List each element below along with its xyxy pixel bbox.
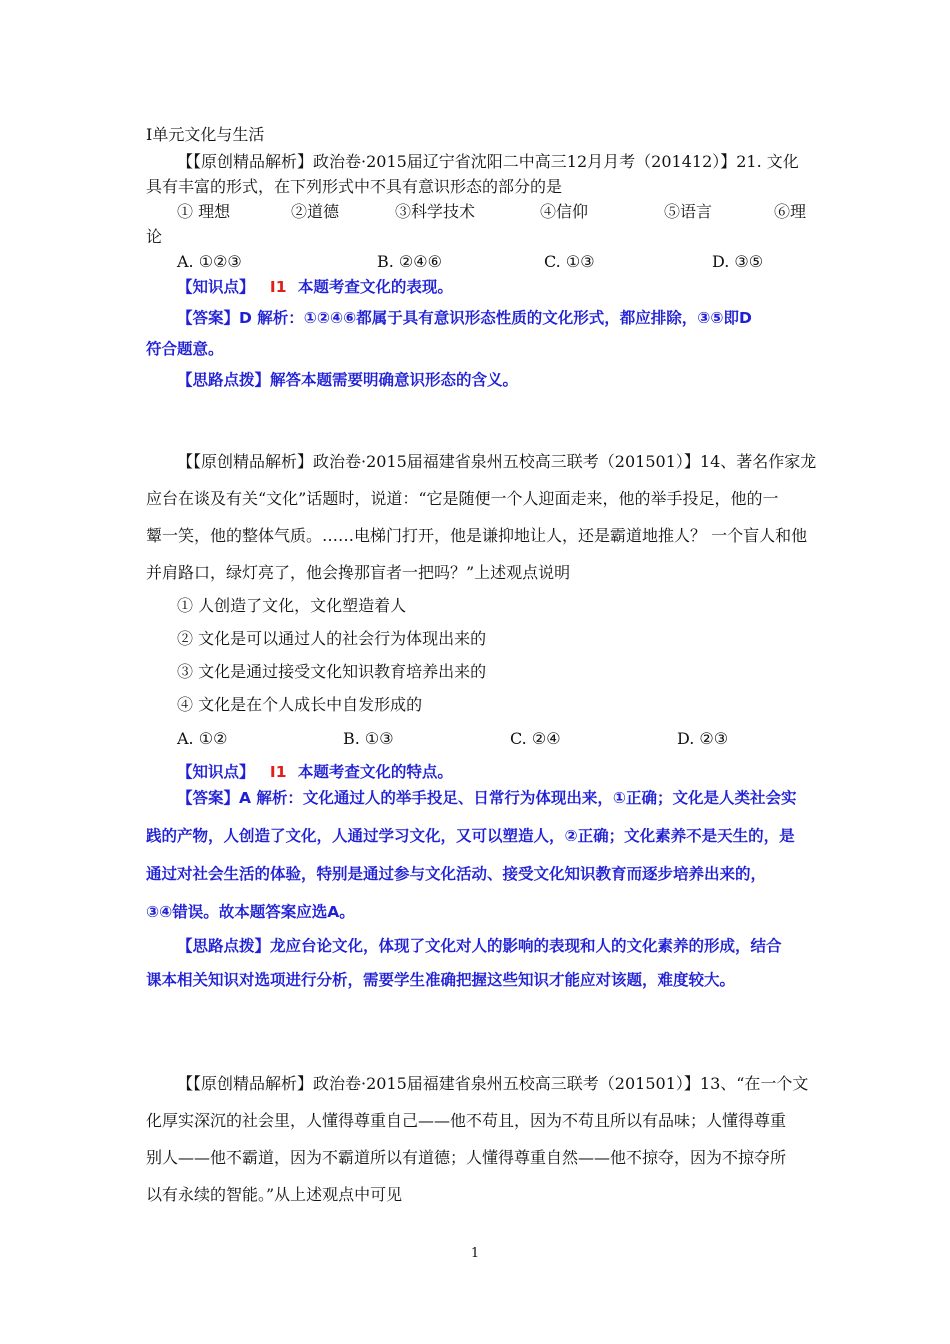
q1-item: ① 理想 xyxy=(177,202,231,221)
unit-heading: I单元文化与生活 xyxy=(146,125,265,144)
q2-tips-line-2: 课本相关知识对选项进行分析，需要学生准确把握这些知识才能应对该题，难度较大。 xyxy=(146,971,736,989)
q3-stem-line-1: 【【原创精品解析】政治卷·2015届福建省泉州五校高三联考（201501）】13、“在一个文 xyxy=(177,1074,809,1093)
q1-answer-line-1: 【答案】D 解析：①②④⑥都属于具有意识形态性质的文化形式，都应排除，③⑤即D xyxy=(177,309,752,327)
q2-knowledge-code: I1 xyxy=(269,763,287,781)
q2-stem-line-1: 【【原创精品解析】政治卷·2015届福建省泉州五校高三联考（201501）】14、著名作家龙 xyxy=(177,452,817,471)
q1-stem-line-2: 具有丰富的形式，在下列形式中不具有意识形态的部分的是 xyxy=(146,177,563,196)
q2-tips-line-1: 【思路点拨】龙应台论文化，体现了文化对人的影响的表现和人的文化素养的形成，结合 xyxy=(177,937,782,955)
q1-item: ⑤语言 xyxy=(664,202,713,221)
q2-knowledge-tag: 【知识点】 xyxy=(177,763,255,781)
q2-choice-a: A. ①② xyxy=(177,729,228,748)
q2-stem-line-4: 并肩路口，绿灯亮了，他会搀那盲者一把吗？”上述观点说明 xyxy=(146,563,571,582)
q2-knowledge-text: 本题考查文化的特点。 xyxy=(297,763,453,781)
q1-knowledge-tag: 【知识点】 xyxy=(177,278,255,296)
q1-choice-a: A. ①②③ xyxy=(177,252,242,271)
q1-item: ⑥理 xyxy=(774,202,807,221)
q2-stem-line-3: 颦一笑，他的整体气质。……电梯门打开，他是谦抑地让人，还是霸道地推人？ 一个盲人和他 xyxy=(146,526,808,545)
q2-item-1: ① 人创造了文化，文化塑造着人 xyxy=(177,596,407,615)
q2-answer-line-2: 践的产物，人创造了文化，人通过学习文化，又可以塑造人，②正确；文化素养不是天生的，是 xyxy=(146,827,795,845)
q2-stem-line-2: 应台在谈及有关“文化”话题时，说道：“它是随便一个人迎面走来，他的举手投足，他的一 xyxy=(146,489,779,508)
q2-choice-c: C. ②④ xyxy=(510,729,561,748)
q1-items-wrap: 论 xyxy=(146,227,163,246)
q1-knowledge-text: 本题考查文化的表现。 xyxy=(297,278,453,296)
q2-item-3: ③ 文化是通过接受文化知识教育培养出来的 xyxy=(177,662,487,681)
q1-choice-d: D. ③⑤ xyxy=(712,252,764,271)
q2-item-2: ② 文化是可以通过人的社会行为体现出来的 xyxy=(177,629,487,648)
q1-knowledge-code: I1 xyxy=(269,278,287,296)
q3-stem-line-4: 以有永续的智能。”从上述观点中可见 xyxy=(146,1185,403,1204)
q2-answer-line-4: ③④错误。故本题答案应选A。 xyxy=(146,903,355,921)
q1-choice-c: C. ①③ xyxy=(544,252,595,271)
q2-choice-d: D. ②③ xyxy=(677,729,729,748)
q1-answer-line-2: 符合题意。 xyxy=(146,340,224,358)
q1-tips: 【思路点拨】解答本题需要明确意识形态的含义。 xyxy=(177,371,519,389)
q1-item: ③科学技术 xyxy=(395,202,476,221)
q3-stem-line-2: 化厚实深沉的社会里，人懂得尊重自己——他不苟且，因为不苟且所以有品味；人懂得尊重 xyxy=(146,1111,787,1130)
page-number: 1 xyxy=(470,1246,480,1261)
q3-stem-line-3: 别人——他不霸道，因为不霸道所以有道德；人懂得尊重自然——他不掠夺，因为不掠夺所 xyxy=(146,1148,787,1167)
q2-answer-line-1: 【答案】A 解析：文化通过人的举手投足、日常行为体现出来，①正确；文化是人类社会实 xyxy=(177,789,797,807)
q2-item-4: ④ 文化是在个人成长中自发形成的 xyxy=(177,695,423,714)
q1-item: ②道德 xyxy=(291,202,340,221)
q1-stem-line-1: 【【原创精品解析】政治卷·2015届辽宁省沈阳二中高三12月月考（201412）】21. 文化 xyxy=(177,152,799,171)
q1-knowledge-point xyxy=(177,276,806,298)
q2-choice-b: B. ①③ xyxy=(343,729,394,748)
q1-choice-b: B. ②④⑥ xyxy=(377,252,442,271)
q2-knowledge-point xyxy=(177,761,806,783)
q2-answer-line-3: 通过对社会生活的体验，特别是通过参与文化活动、接受文化知识教育而逐步培养出来的， xyxy=(146,865,767,883)
q1-item: ④信仰 xyxy=(540,202,589,221)
